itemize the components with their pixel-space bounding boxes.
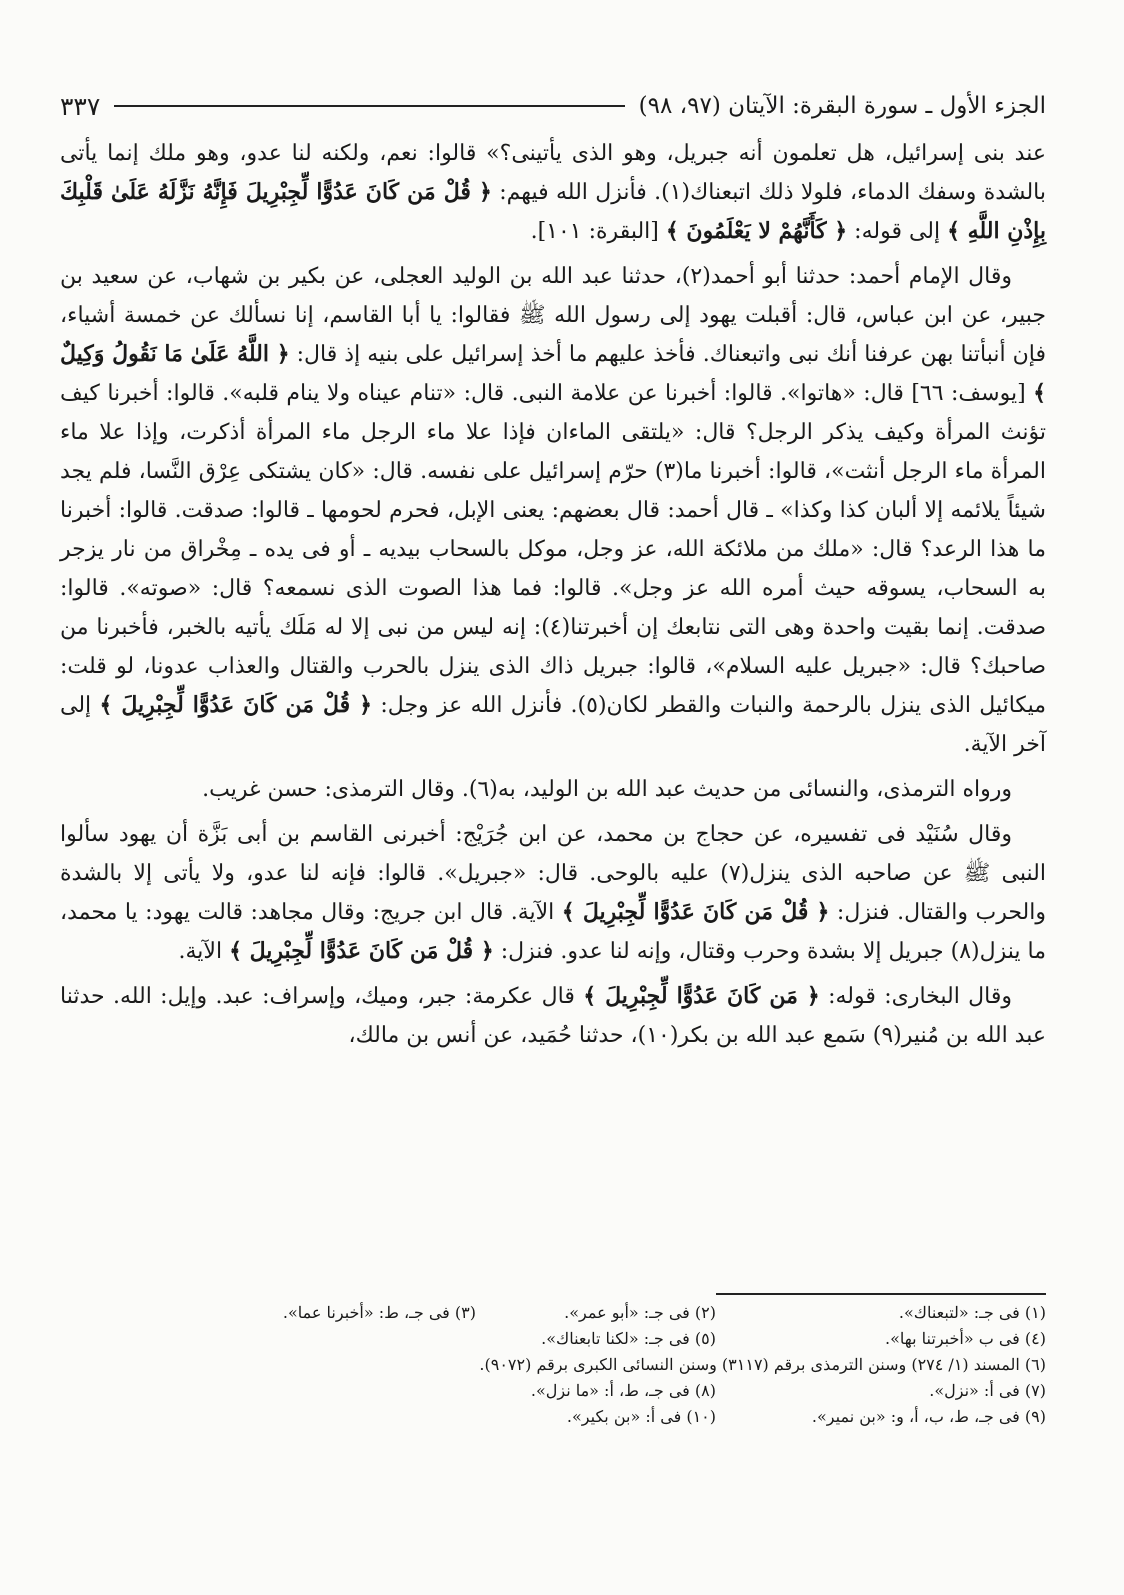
- footnote-rule: [716, 1293, 1046, 1295]
- header-rule: [114, 105, 624, 107]
- footnote: (٩) فى جـ، ط، ب، أ، و: «بن نمير».: [811, 1407, 1046, 1426]
- main-text: [60, 134, 1046, 1055]
- quran-verse: ﴿ كَأَنَّهُمْ لا يَعْلَمُونَ ﴾: [665, 218, 848, 244]
- quran-verse: ﴿ قُلْ مَن كَانَ عَدُوًّا لِّجِبْرِيلَ ﴾: [99, 692, 373, 718]
- footnote: (٥) فى جـ: «لكنا تابعناك».: [541, 1329, 716, 1348]
- footnote: (٣) فى جـ، ط: «أخبرنا عما».: [282, 1303, 476, 1322]
- text-run: قال عكرمة: جبر، وميك، وإسراف: عبد. وإيل: الله. حدثنا عبد الله بن مُنير(٩) سَمع عبد الله بن بكر(١٠)، حدثنا حُمَيد، عن أنس بن مالك،: [60, 984, 1046, 1048]
- footnote: (٤) فى ب «أخبرتنا بها».: [885, 1329, 1046, 1348]
- footnote: (٨) فى جـ، ط، أ: «ما نزل».: [530, 1381, 716, 1400]
- footnote-row: [60, 1352, 1046, 1378]
- text-run: [يوسف: ٦٦] قال: «هاتوا». قالوا: أخبرنا عن علامة النبى. قال: «تنام عيناه ولا ينام قلبه». قالوا: أخبرنا كيف تؤنث المرأة وكيف يذكر الرجل؟ قال: «يلتقى الماءان فإذا علا ماء الرجل ماء المرأة أذكرت، وإذا علا ماء المرأة ماء الرجل أنثت»، قالوا: أخبرنا ما(٣) حرّم إسرائيل على نفسه. قال: «كان يشتكى عِرْق النَّسا، فلم يجد شيئاً يلائمه إلا ألبان كذا وكذا» ـ قال أحمد: قال بعضهم: يعنى الإبل، فحرم لحومها ـ قالوا: صدقت. قالوا: أخبرنا ما هذا الرعد؟ قال: «ملك من ملائكة الله، عز وجل، موكل بالسحاب بيديه ـ أو فى يده ـ مِخْراق من نار يزجر به السحاب، يسوقه حيث أمره الله عز وجل». قالوا: فما هذا الصوت الذى نسمعه؟ قال: «صوته». قالوا: صدقت. إنما بقيت واحدة وهى التى نتابعك إن أخبرتنا(٤): إنه ليس من نبى إلا له مَلَك يأتيه بالخبر، فأخبرنا من صاحبك؟ قال: «جبريل عليه السلام»، قالوا: جبريل ذاك الذى ينزل بالحرب والقتال والعذاب عدونا، لو قلت: ميكائيل الذى ينزل بالرحمة والنبات والقطر لكان(٥). فأنزل الله عز وجل:: [60, 381, 1046, 718]
- paragraph: [60, 815, 1046, 971]
- text-run: إلى قوله:: [847, 219, 948, 244]
- text-run: [البقرة: ١٠١].: [530, 219, 666, 244]
- text-run: الآية. قال ابن جريج: وقال مجاهد: قالت يهود: يا محمد، ما ينزل(٨) جبريل إلا بشدة وحرب وقتال، وإنه لنا عدو. فنزل:: [60, 900, 1046, 964]
- footnote-row: [60, 1378, 1046, 1404]
- footnotes: [60, 1300, 1046, 1430]
- footnote: (١) فى جـ: «لتبعناك».: [898, 1303, 1046, 1322]
- footnote: (٦) المسند (١/ ٢٧٤) وسنن الترمذى برقم (٣١١٧) وسنن النسائى الكبرى برقم (٩٠٧٢).: [479, 1355, 1046, 1374]
- quran-verse: ﴿ قُلْ مَن كَانَ عَدُوًّا لِّجِبْرِيلَ فَإِنَّهُ نَزَّلَهُ عَلَىٰ قَلْبِكَ بِإِذْنِ اللَّهِ ﴾: [60, 179, 1046, 244]
- text-run: وقال الإمام أحمد: حدثنا أبو أحمد(٢)، حدثنا عبد الله بن الوليد العجلى، عن بكير بن شهاب، عن سعيد بن جبير، عن ابن عباس، قال: أقبلت يهود إلى رسول الله ﷺ فقالوا: يا أبا القاسم، إنا نسألك عن خمسة أشياء، فإن أنبأتنا بهن عرفنا أنك نبى واتبعناك. فأخذ عليهم ما أخذ إسرائيل على بنيه إذ قال:: [60, 264, 1046, 367]
- paragraph: [60, 257, 1046, 764]
- footnote: (٧) فى أ: «نزل».: [929, 1381, 1046, 1400]
- text-run: الآية.: [178, 939, 230, 964]
- running-header: [60, 86, 1046, 126]
- header-title: الجزء الأول ـ سورة البقرة: الآيتان (٩٧، ٩٨): [638, 93, 1046, 119]
- quran-verse: ﴿ قُلْ مَن كَانَ عَدُوًّا لِّجِبْرِيلَ ﴾: [229, 938, 494, 964]
- paragraph: [60, 134, 1046, 251]
- quran-verse: ﴿ اللَّهُ عَلَىٰ مَا نَقُولُ وَكِيلٌ ﴾: [60, 341, 1046, 406]
- text-run: إلى آخر الآية.: [60, 693, 1046, 757]
- text-run: عند بنى إسرائيل، هل تعلمون أنه جبريل، وهو الذى يأتينى؟» قالوا: نعم، ولكنه لنا عدو، وهو ملك إنما يأتى بالشدة وسفك الدماء، فلولا ذلك اتبعناك(١). فأنزل الله فيهم:: [60, 141, 1046, 205]
- quran-verse: ﴿ مَن كَانَ عَدُوًّا لِّجِبْرِيلَ ﴾: [583, 983, 820, 1009]
- quran-verse: ﴿ قُلْ مَن كَانَ عَدُوًّا لِّجِبْرِيلَ ﴾: [561, 899, 830, 925]
- footnote-row: [60, 1326, 1046, 1352]
- paragraph: [60, 770, 1046, 809]
- page: [60, 86, 1046, 1055]
- paragraph: [60, 977, 1046, 1055]
- text-run: ورواه الترمذى، والنسائى من حديث عبد الله بن الوليد، به(٦). وقال الترمذى: حسن غريب.: [202, 777, 1012, 802]
- footnote: (١٠) فى أ: «بن بكير».: [566, 1407, 716, 1426]
- footnote-row: [60, 1300, 1046, 1326]
- text-run: وقال البخارى: قوله:: [819, 984, 1012, 1009]
- footnote: (٢) فى جـ: «أبو عمر».: [564, 1303, 716, 1322]
- footnote-row: [60, 1404, 1046, 1430]
- text-run: وقال سُنَيْد فى تفسيره، عن حجاج بن محمد، عن ابن جُرَيْج: أخبرنى القاسم بن أبى بَزَّة أن يهود سألوا النبى ﷺ عن صاحبه الذى ينزل(٧) عليه بالوحى. قال: «جبريل». قالوا: فإنه لنا عدو، ولا يأتى إلا بالشدة والحرب والقتال. فنزل:: [60, 822, 1046, 925]
- page-number: ٣٣٧: [60, 91, 101, 121]
